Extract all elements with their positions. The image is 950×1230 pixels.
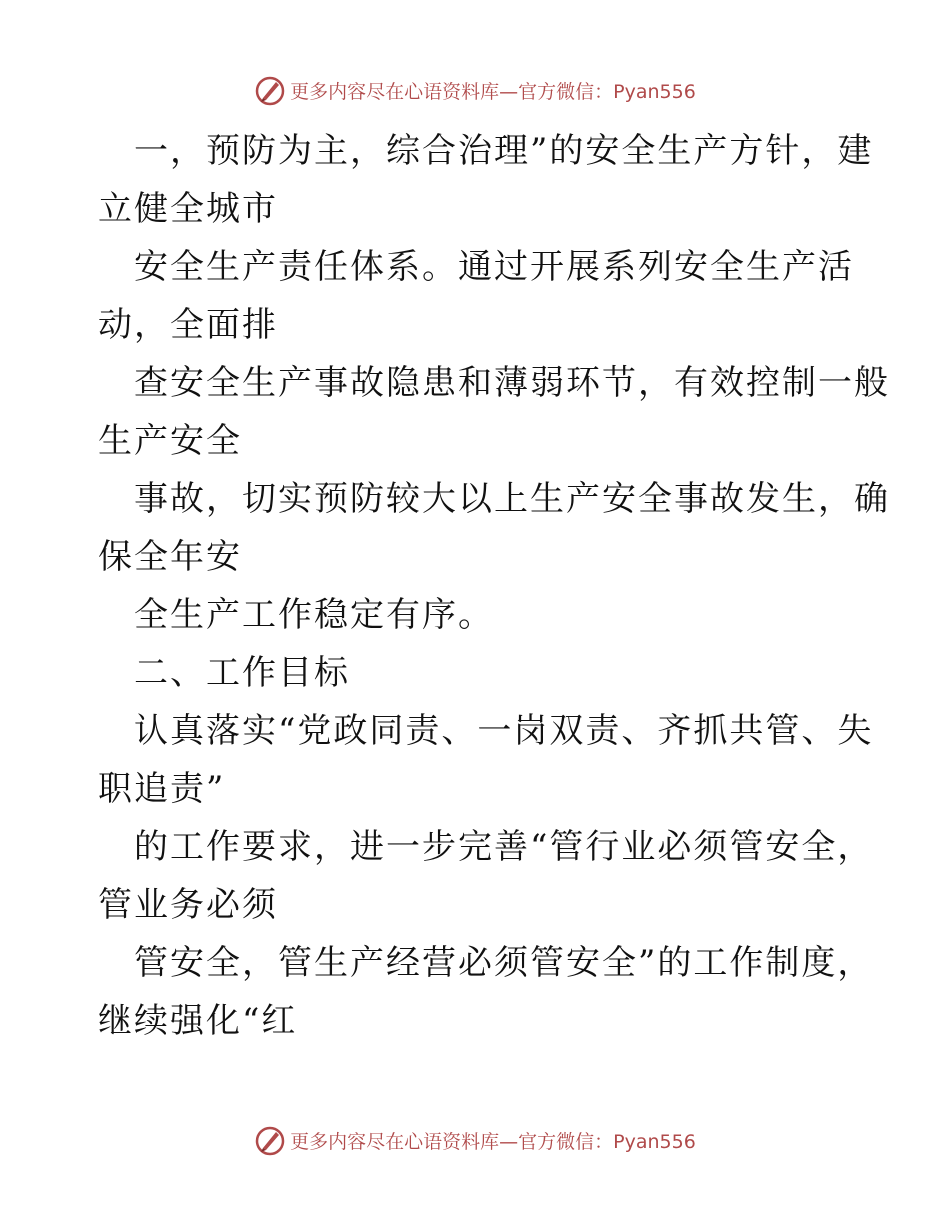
text-line: 一，预防为主，综合治理”的安全生产方针，建	[134, 131, 874, 171]
quill-pen-logo-icon	[254, 74, 286, 106]
text-line: 全生产工作稳定有序。	[134, 595, 494, 635]
text-line: 的工作要求，进一步完善“管行业必须管安全，	[134, 827, 874, 867]
footer-banner-text: 更多内容尽在心语资料库—官方微信：Pyan556	[290, 1130, 696, 1153]
text-line: 保全年安	[98, 537, 242, 577]
text-line: 事故，切实预防较大以上生产安全事故发生，确	[134, 479, 890, 519]
text-line: 动，全面排	[98, 305, 278, 345]
header-banner-text: 更多内容尽在心语资料库—官方微信：Pyan556	[290, 80, 696, 103]
text-line: 查安全生产事故隐患和薄弱环节，有效控制一般	[134, 363, 890, 403]
text-line: 安全生产责任体系。通过开展系列安全生产活	[134, 247, 854, 287]
text-line: 继续强化“红	[98, 1001, 298, 1041]
text-line: 立健全城市	[98, 189, 278, 229]
text-line: 生产安全	[98, 421, 242, 461]
text-line: 认真落实“党政同责、一岗双责、齐抓共管、失	[134, 711, 874, 751]
document-body	[98, 122, 890, 1050]
quill-pen-logo-icon	[254, 1124, 286, 1156]
section-heading: 二、工作目标	[134, 653, 350, 693]
header-banner	[0, 70, 950, 110]
footer-banner	[0, 1120, 950, 1160]
text-line: 管业务必须	[98, 885, 278, 925]
text-line: 管安全，管生产经营必须管安全”的工作制度，	[134, 943, 874, 983]
text-line: 职追责”	[98, 769, 226, 809]
